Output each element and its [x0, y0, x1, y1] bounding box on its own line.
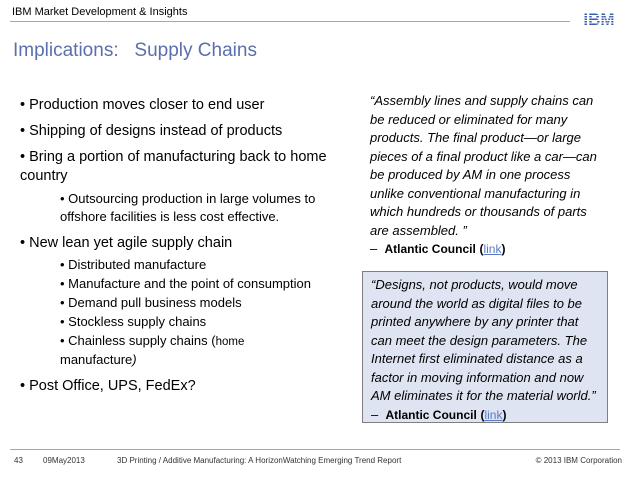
quote-box-assembly-lines: “Assembly lines and supply chains can be reduced or eliminated for many products. The final product—or large pieces of a final product like a car—can be produced by AM in one process unlike conventional manufacturing in which hundreds or thousands of parts are assembled. ” – Atlantic Council (link) — [362, 86, 606, 248]
bullet-manufacturing-home: • Bring a portion of manufacturing back to home country — [20, 149, 327, 184]
footer-title: 3D Printing / Additive Manufacturing: A HorizonWatching Emerging Trend Report — [117, 456, 402, 465]
quote-box-designs: “Designs, not products, would move around the world as digital files to be printed anywhere by any printer that can meet the design parameters. The Internet first eliminated distance as a factor in moving information and now AM eliminates it for the material world.” – Atlantic Council (link) — [362, 271, 608, 423]
quote-source: Atlantic Council — [385, 407, 477, 422]
sub-bullet-distributed: • Distributed manufacture — [60, 257, 207, 272]
header-divider — [10, 21, 570, 22]
bullet-supply-chain: • New lean yet agile supply chain — [20, 235, 233, 251]
quote-text: “Designs, not products, would move around the world as digital files to be printed anywhere by any printer that can meet the design parameters. The Internet first eliminated distance as a factor in moving information and now AM eliminates it for the material world.” — [371, 277, 596, 403]
sub-bullet-point-of-consumption: • Manufacture and the point of consumption — [60, 276, 311, 291]
sub-bullet-outsourcing: • Outsourcing production in large volumes to offshore facilities is less cost effective. — [60, 191, 316, 224]
quote-text: “Assembly lines and supply chains can be reduced or eliminated for many products. The final product—or large pieces of a final product like a car—can be produced by AM in one process unlike conventional manufacturing in which hundreds or thousands of parts are assembled. ” — [370, 93, 597, 238]
quote-source: Atlantic Council — [384, 242, 476, 256]
source-link[interactable]: link — [483, 242, 502, 256]
header-text: IBM Market Development & Insights — [12, 6, 188, 18]
sub-bullet-stockless: • Stockless supply chains — [60, 314, 207, 329]
bullet-list — [20, 96, 350, 403]
page-number: 43 — [14, 456, 23, 465]
slide-title: Implications: Supply Chains — [13, 40, 257, 61]
ibm-logo — [578, 8, 620, 30]
svg-text:IBM: IBM — [583, 10, 615, 29]
copyright: © 2013 IBM Corporation — [535, 456, 622, 465]
bullet-post-office: • Post Office, UPS, FedEx? — [20, 378, 196, 394]
sub-bullet-demand-pull: • Demand pull business models — [60, 295, 242, 310]
bullet-production: • Production moves closer to end user — [20, 97, 265, 113]
source-link[interactable]: link — [484, 407, 503, 422]
footer-date: 09May2013 — [43, 456, 85, 465]
sub-bullet-chainless: • Chainless supply chains (home manufacture) — [60, 333, 245, 367]
bullet-shipping: • Shipping of designs instead of products — [20, 123, 283, 139]
footer-divider — [10, 449, 620, 450]
